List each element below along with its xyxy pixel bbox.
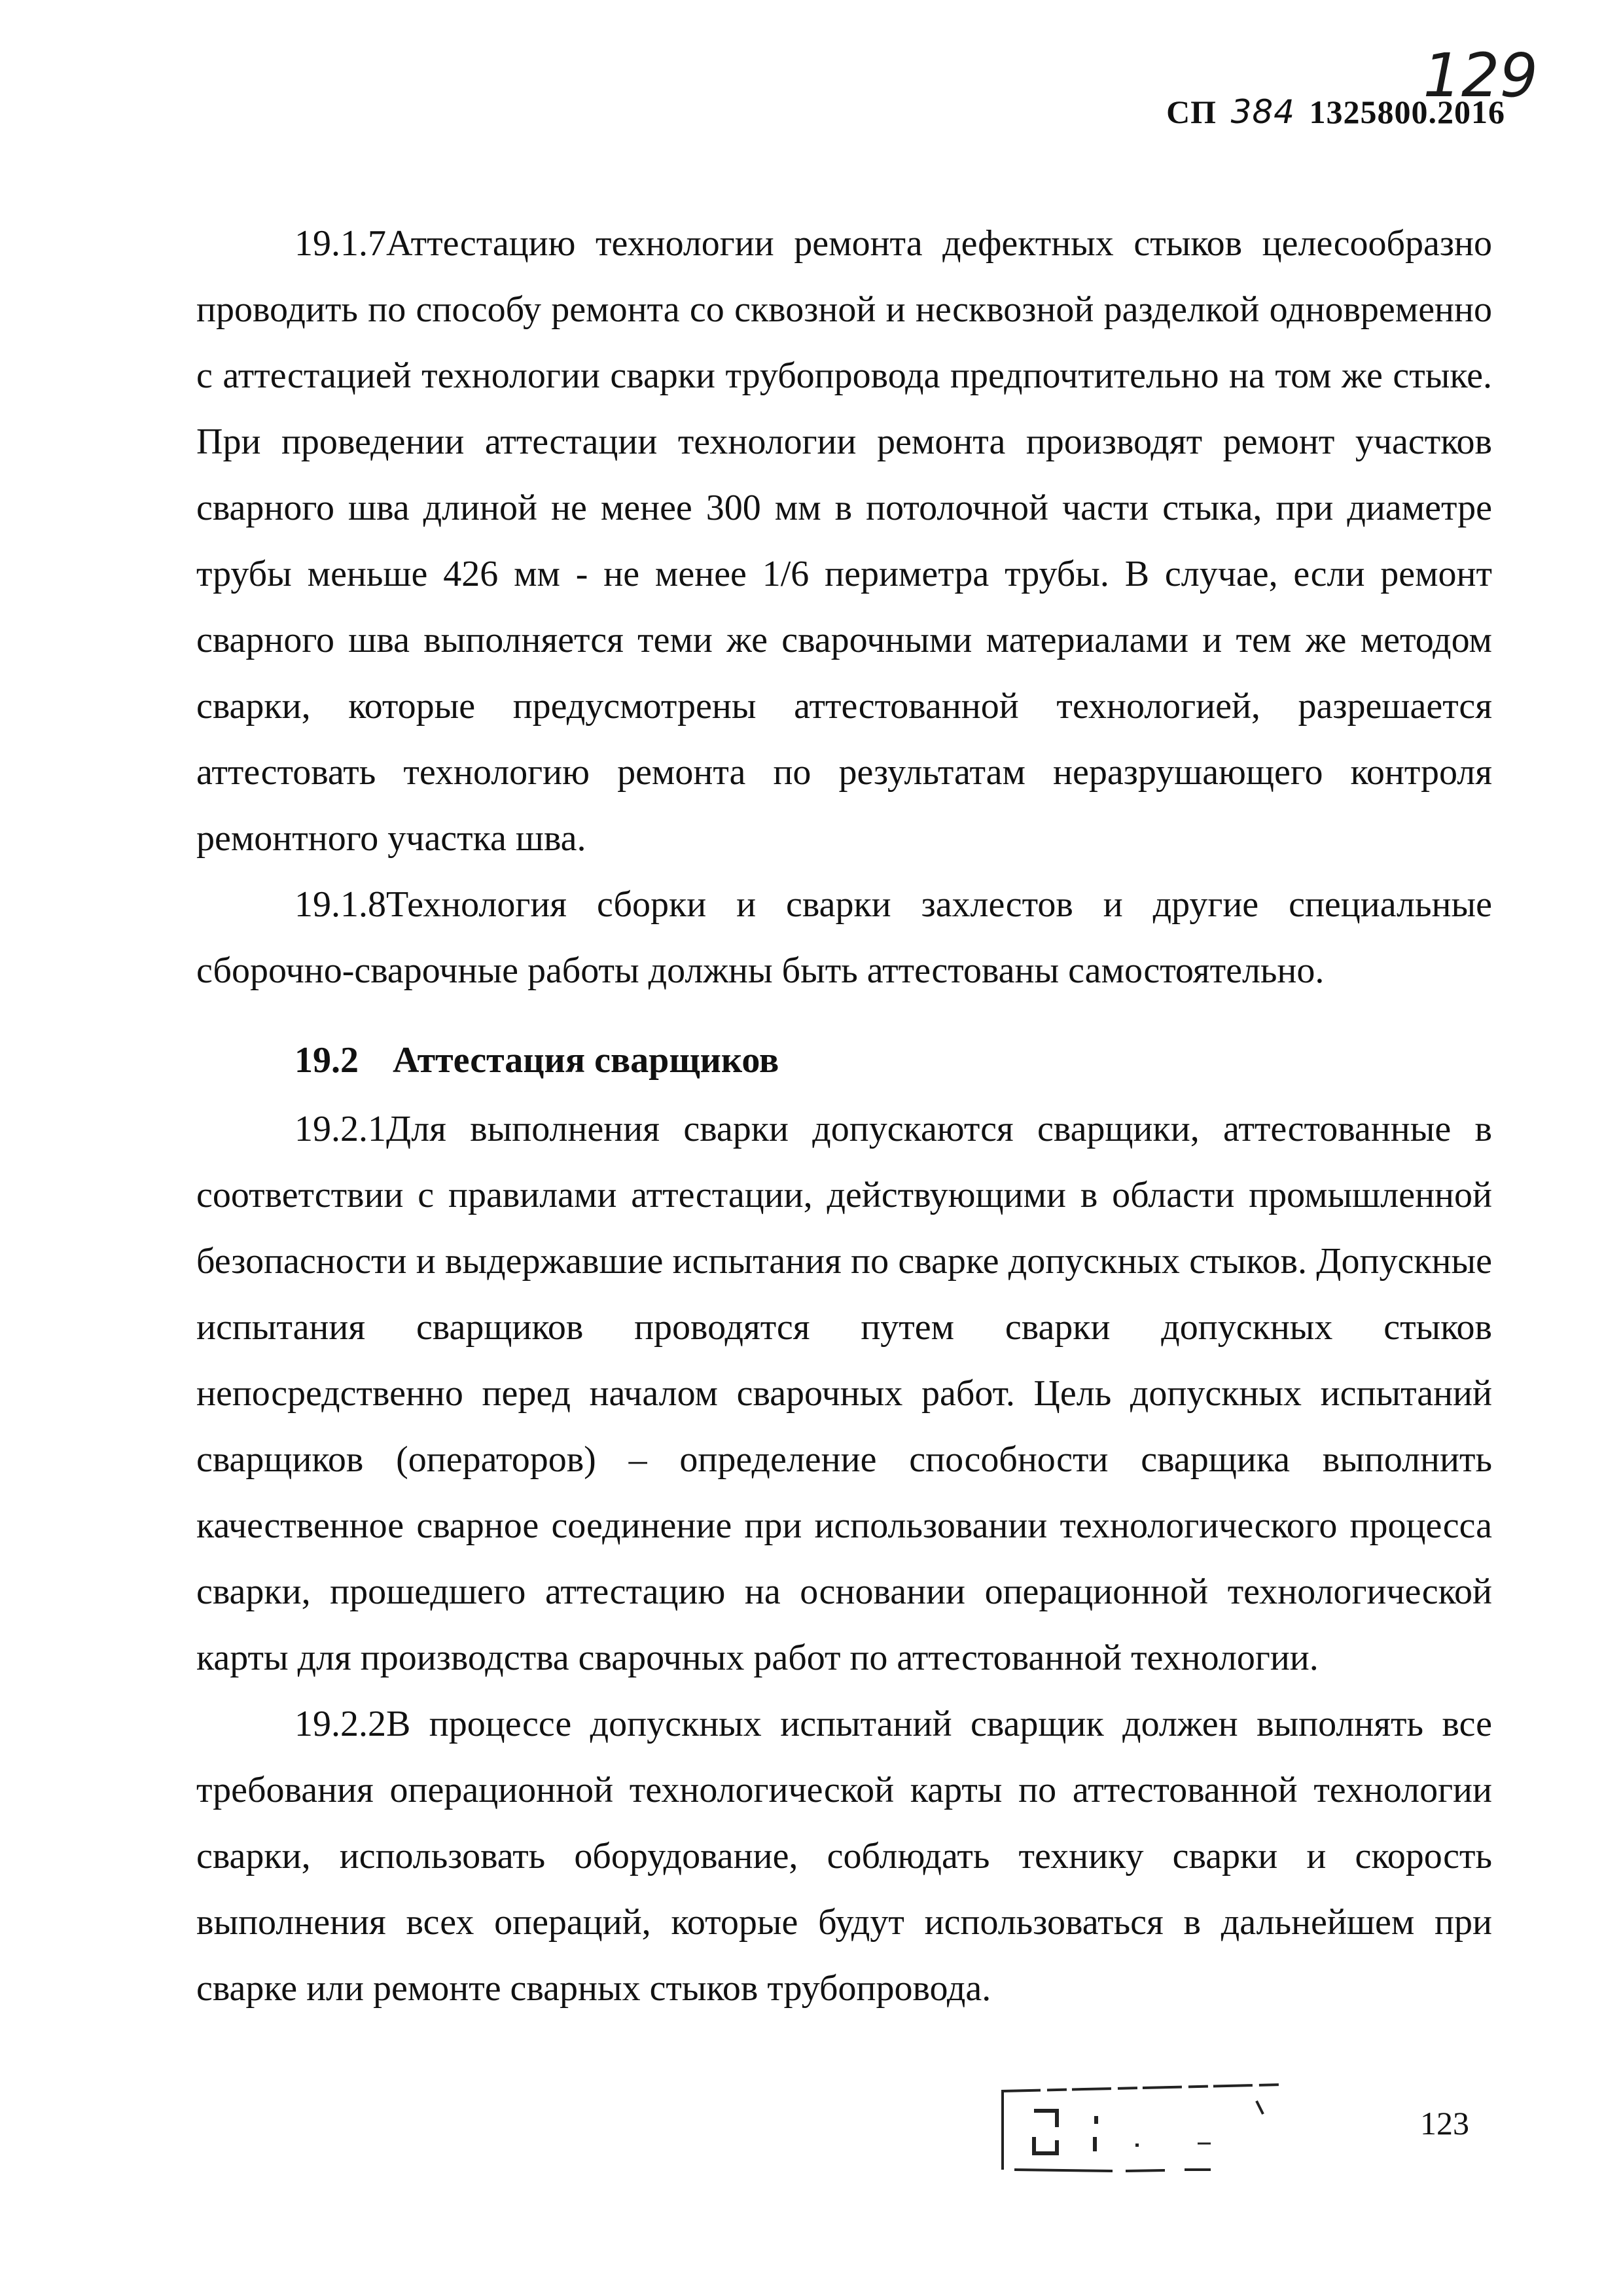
paragraph-text: В процессе допускных испытаний сварщик должен выполнять все требования операционной технологической карты по аттестованной технологии сварки, использовать оборудование, соблюдать технику сварки и скорость выполнения всех операций, которые будут использоваться в дальнейшем при сварке или ремонте сварных стыков трубопровода. <box>196 1704 1492 2009</box>
paragraph-19-1-8 <box>196 872 1492 1004</box>
page-number: 123 <box>1420 2105 1469 2142</box>
stamp-box <box>995 2065 1296 2183</box>
paragraph-19-2-1 <box>196 1096 1492 1691</box>
paragraph-number: 19.1.8 <box>294 884 386 925</box>
section-number: 19.2 <box>294 1040 359 1081</box>
paragraph-number: 19.2.1 <box>294 1109 386 1149</box>
document-header <box>1166 93 1505 131</box>
header-prefix: СП <box>1166 94 1217 130</box>
paragraph-number: 19.1.7 <box>294 223 386 264</box>
header-number: 1325800.2016 <box>1309 94 1505 130</box>
section-title: Аттестация сварщиков <box>393 1040 779 1081</box>
stamp-frame-icon <box>995 2065 1296 2183</box>
paragraph-19-1-7 <box>196 211 1492 872</box>
paragraph-text: Технология сборки и сварки захлестов и другие специальные сборочно-сварочные работы должны быть аттестованы самостоятельно. <box>196 884 1492 991</box>
paragraph-number: 19.2.2 <box>294 1704 386 1744</box>
section-heading <box>196 1028 1492 1094</box>
paragraph-19-2-2 <box>196 1691 1492 2022</box>
paragraph-text: Для выполнения сварки допускаются сварщики, аттестованные в соответствии с правилами аттестации, действующими в области промышленной безопасности и выдержавшие испытания по сварке допускных стыков. Допускные испытания сварщиков проводятся путем сварки допускных стыков непосредственно перед началом сварочных работ. Цель допускных испытаний сварщиков (операторов) – определение способности сварщика выполнить качественное сварное соединение при использовании технологического процесса сварки, прошедшего аттестацию на основании операционной технологической карты для производства сварочных работ по аттестованной технологии. <box>196 1109 1492 1678</box>
paragraph-text: Аттестацию технологии ремонта дефектных стыков целесообразно проводить по способу ремонта со сквозной и несквозной разделкой одновременно с аттестацией технологии сварки трубопровода предпочтительно на том же стыке. При проведении аттестации технологии ремонта производят ремонт участков сварного шва длиной не менее 300 мм в потолочной части стыка, при диаметре трубы меньше 426 мм - не менее 1/6 периметра трубы. В случае, если ремонт сварного шва выполняется теми же сварочными материалами и тем же методом сварки, которые предусмотрены аттестованной технологией, разрешается аттестовать технологию ремонта по результатам неразрушающего контроля ремонтного участка шва. <box>196 223 1492 859</box>
document-body <box>196 211 1492 2022</box>
header-handwritten-code: 384 <box>1230 93 1295 131</box>
handwritten-page-number: 129 <box>1423 41 1538 111</box>
